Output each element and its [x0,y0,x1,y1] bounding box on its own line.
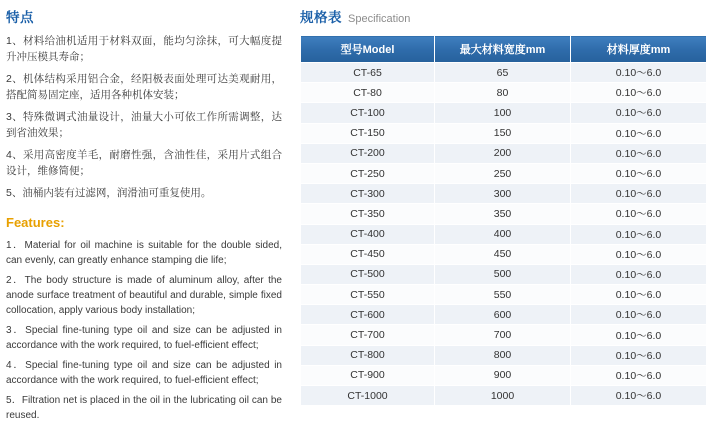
cell-max-width: 900 [435,365,571,385]
cell-max-width: 300 [435,184,571,204]
table-row [301,103,707,123]
cell-max-width: 200 [435,143,571,163]
feature-paragraph-cn: 5、油桶内装有过滤网，润滑油可重复使用。 [6,187,212,199]
cell-model: CT-700 [301,325,435,345]
cell-thickness: 0.10～6.0 [571,63,707,83]
specification-title-cn: 规格表 [300,10,342,25]
cell-thickness: 0.10～6.0 [571,386,707,406]
cell-thickness: 0.10～6.0 [571,305,707,325]
specification-table [300,35,707,406]
table-row [301,305,707,325]
cell-model: CT-250 [301,163,435,183]
cell-model: CT-400 [301,224,435,244]
cell-model: CT-550 [301,285,435,305]
cell-thickness: 0.10～6.0 [571,123,707,143]
specification-title-en: Specification [348,13,411,25]
features-heading-en: Features: [6,215,65,230]
cell-thickness: 0.10～6.0 [571,83,707,103]
cell-thickness: 0.10～6.0 [571,264,707,284]
table-row [301,264,707,284]
cell-thickness: 0.10～6.0 [571,244,707,264]
table-header-row [301,36,707,63]
table-row [301,63,707,83]
cell-model: CT-65 [301,63,435,83]
feature-paragraph-en: 3．Special fine-tuning type oil and size can be adjusted in accordance with the work required, to fuel-efficient effect; [6,325,282,351]
cell-model: CT-100 [301,103,435,123]
table-row [301,83,707,103]
cell-model: CT-350 [301,204,435,224]
cell-max-width: 550 [435,285,571,305]
cell-max-width: 400 [435,224,571,244]
cell-max-width: 600 [435,305,571,325]
feature-paragraph-en: 4．Special fine-tuning type oil and size can be adjusted in accordance with the work required, to fuel-efficient effect; [6,360,282,386]
column-header-model: 型号Model [301,36,435,63]
cell-model: CT-500 [301,264,435,284]
cell-model: CT-300 [301,184,435,204]
table-body [301,63,707,406]
cell-max-width: 80 [435,83,571,103]
features-heading-cn: 特点 [6,10,34,25]
feature-paragraph-cn: 3、特殊微调式油量设计，油量大小可依工作所需调整，达到省油效果； [6,111,282,139]
table-row [301,244,707,264]
column-header-thickness: 材料厚度mm [571,36,707,63]
table-row [301,224,707,244]
table-row [301,345,707,365]
features-column [0,0,290,421]
cell-model: CT-900 [301,365,435,385]
cell-model: CT-600 [301,305,435,325]
cell-thickness: 0.10～6.0 [571,103,707,123]
feature-paragraph-en: 1．Material for oil machine is suitable for the double sided, can evenly, can greatly enhance stamping die life; [6,240,282,266]
table-row [301,365,707,385]
cell-thickness: 0.10～6.0 [571,345,707,365]
cell-max-width: 450 [435,244,571,264]
table-row [301,325,707,345]
cell-model: CT-150 [301,123,435,143]
cell-max-width: 800 [435,345,571,365]
cell-max-width: 100 [435,103,571,123]
cell-max-width: 1000 [435,386,571,406]
feature-paragraph-en: 5．Filtration net is placed in the oil in the lubricating oil can be reused. [6,395,282,421]
table-row [301,143,707,163]
feature-paragraph-en: 2．The body structure is made of aluminum alloy, after the anode surface treatment of beautiful and durable, simple fixed collocation, apply various body installation; [6,275,282,316]
cell-model: CT-80 [301,83,435,103]
cell-max-width: 700 [435,325,571,345]
table-row [301,386,707,406]
cell-max-width: 500 [435,264,571,284]
cell-max-width: 150 [435,123,571,143]
cell-thickness: 0.10～6.0 [571,143,707,163]
column-header-max-width: 最大材料宽度mm [435,36,571,63]
cell-thickness: 0.10～6.0 [571,184,707,204]
specification-column [300,0,715,409]
table-row [301,204,707,224]
cell-thickness: 0.10～6.0 [571,204,707,224]
cell-thickness: 0.10～6.0 [571,285,707,305]
table-row [301,163,707,183]
cell-model: CT-1000 [301,386,435,406]
feature-paragraph-cn: 4、采用高密度羊毛，耐磨性强，含油性佳，采用片式组合设计，维修简便； [6,149,282,177]
cell-thickness: 0.10～6.0 [571,325,707,345]
cell-thickness: 0.10～6.0 [571,365,707,385]
cell-thickness: 0.10～6.0 [571,224,707,244]
feature-paragraph-cn: 2、机体结构采用铝合金，经阳极表面处理可达美观耐用，搭配简易固定座，适用各种机体安装； [6,73,282,101]
table-header [301,36,707,63]
cell-thickness: 0.10～6.0 [571,163,707,183]
table-row [301,184,707,204]
table-row [301,123,707,143]
specification-heading [300,6,711,27]
cell-max-width: 65 [435,63,571,83]
cell-max-width: 350 [435,204,571,224]
cell-model: CT-200 [301,143,435,163]
feature-paragraph-cn: 1、材料给油机适用于材料双面，能均匀涂抹，可大幅度提升冲压模具寿命； [6,35,282,63]
table-row [301,285,707,305]
cell-model: CT-800 [301,345,435,365]
cell-max-width: 250 [435,163,571,183]
cell-model: CT-450 [301,244,435,264]
